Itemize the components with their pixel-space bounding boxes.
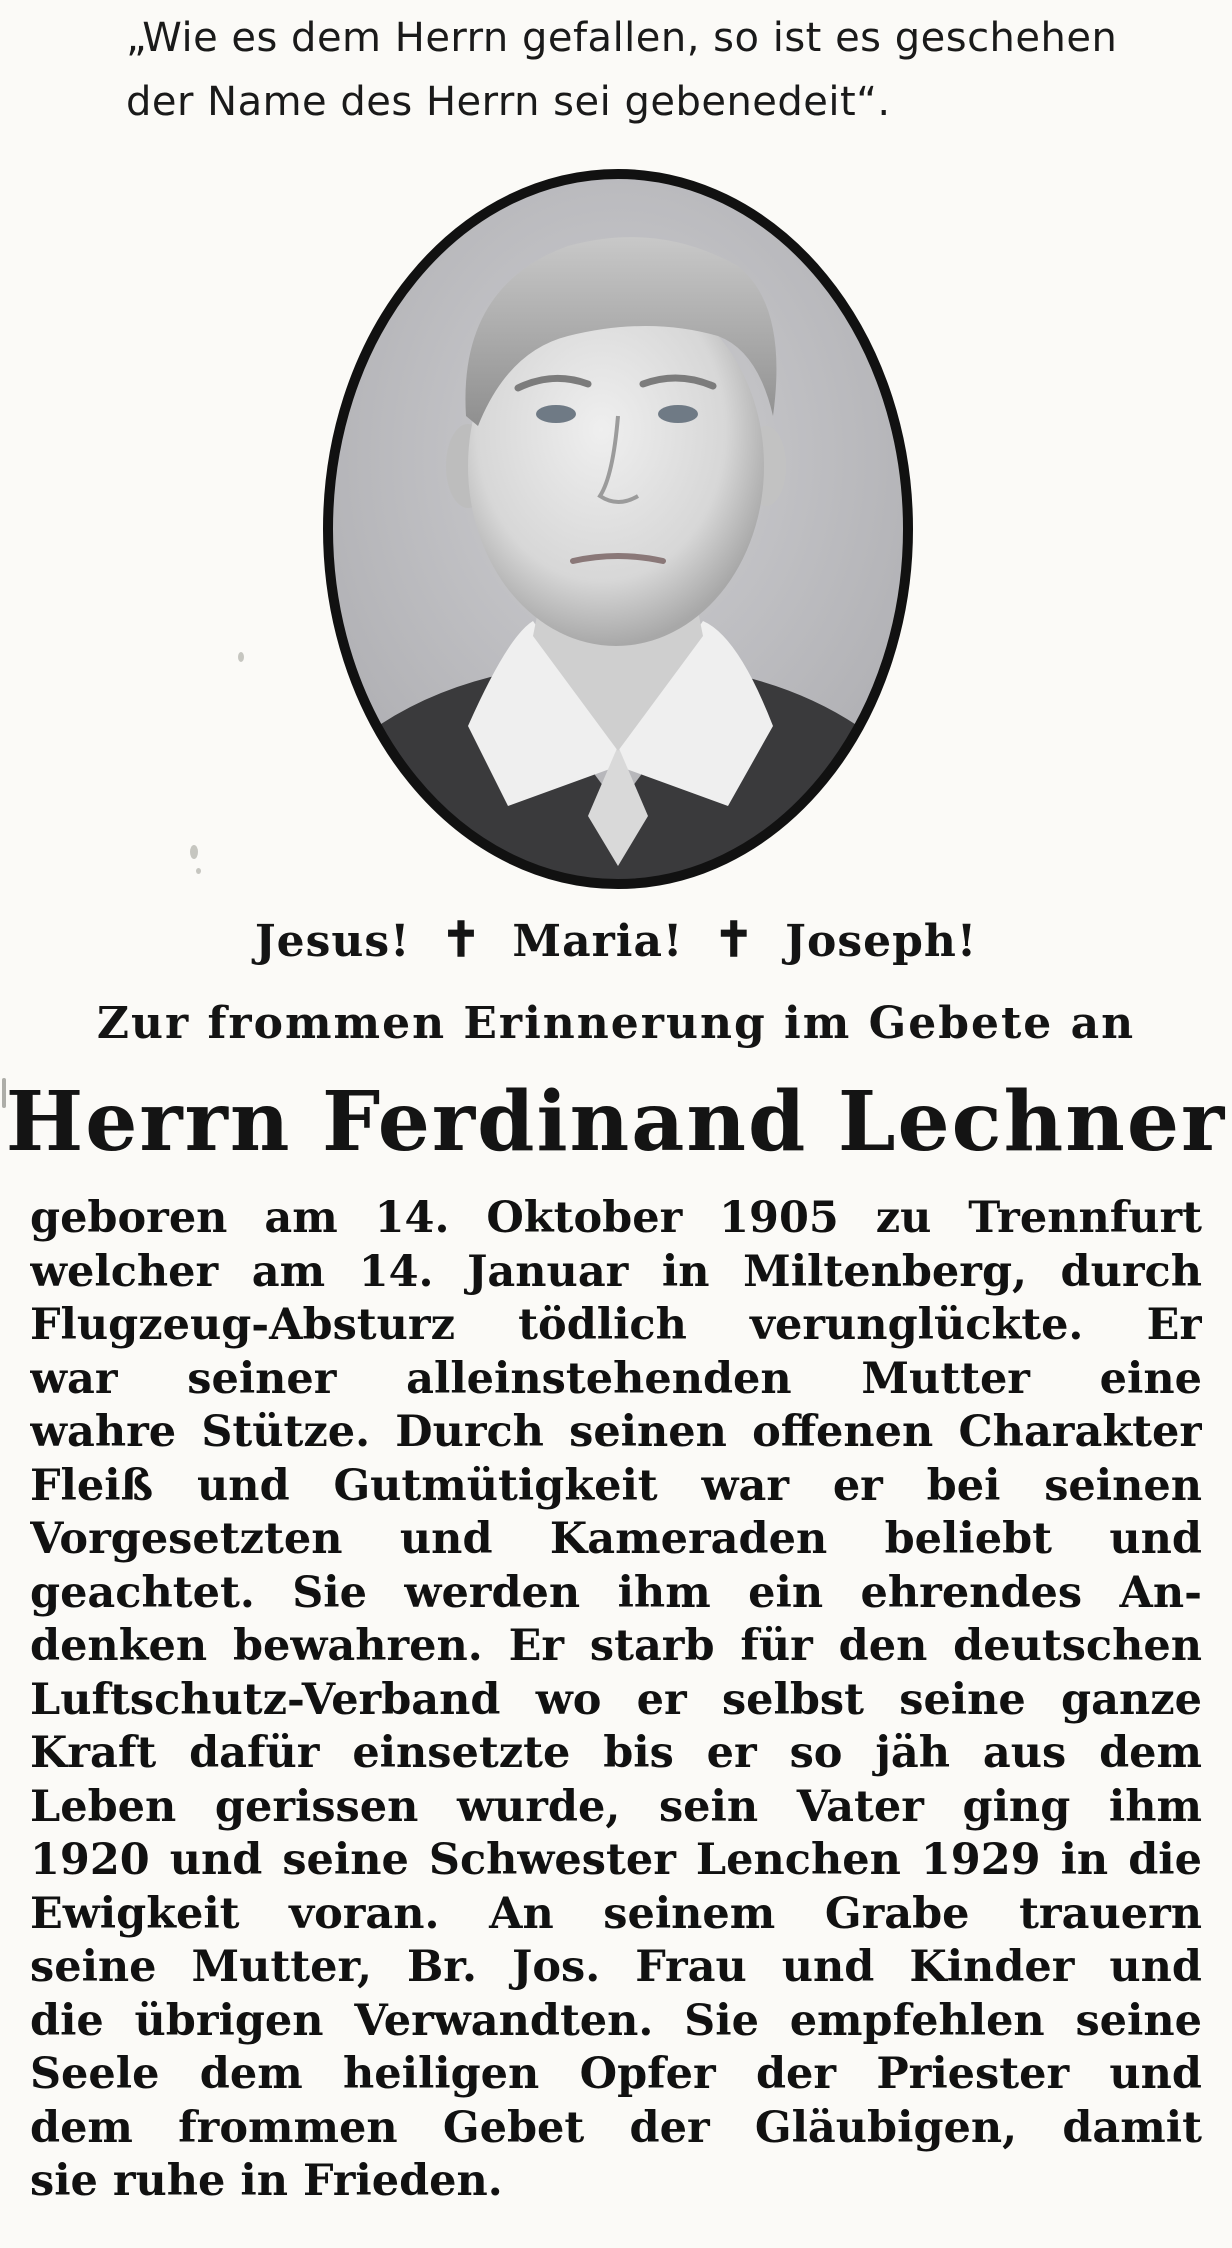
cross-icon: ✝ — [713, 912, 755, 968]
quote-line-1: „Wie es dem Herrn gefallen, so ist es geschehen — [126, 15, 1118, 61]
invocation-maria: Maria! — [512, 916, 684, 967]
dedication-line: Zur frommen Erinnerung im Gebete an — [96, 998, 1136, 1049]
obituary-line: Kraft dafür einsetzte bis er so jäh aus dem — [30, 1728, 1202, 1778]
paper-speck — [190, 845, 198, 859]
obituary-line: Luftschutz-Verband wo er selbst seine ganze — [30, 1674, 1202, 1725]
obituary-line: Fleiß und Gutmütigkeit war er bei seinen — [30, 1460, 1202, 1511]
obituary-line: denken bewahren. Er starb für den deutschen — [30, 1621, 1202, 1671]
obituary-text — [30, 1192, 1202, 2209]
portrait-photo — [318, 166, 918, 892]
paper-speck — [238, 652, 244, 662]
deceased-name: Herrn Ferdinand Lechner — [5, 1074, 1227, 1170]
invocation-jesus: Jesus! — [254, 916, 411, 967]
obituary-line: welcher am 14. Januar in Miltenberg, durch — [30, 1246, 1202, 1297]
obituary-line: geboren am 14. Oktober 1905 zu Trennfurt — [30, 1193, 1202, 1243]
invocation-line — [0, 910, 1232, 972]
portrait-illustration — [318, 166, 918, 892]
cross-icon: ✝ — [440, 912, 483, 968]
obituary-line: war seiner alleinstehenden Mutter eine — [30, 1353, 1202, 1404]
obituary-line: Seele dem heiligen Opfer der Priester und — [30, 2049, 1202, 2099]
obituary-line: Vorgesetzten und Kameraden beliebt und — [30, 1514, 1202, 1564]
obituary-line: geachtet. Sie werden ihm ein ehrendes An- — [30, 1567, 1202, 1618]
paper-speck — [196, 868, 201, 874]
obituary-line: dem frommen Gebet der Gläubigen, damit — [30, 2102, 1202, 2153]
obituary-line: wahre Stütze. Durch seinen offenen Charakter — [30, 1407, 1202, 1457]
obituary-line: Leben gerissen wurde, sein Vater ging ihm — [30, 1781, 1202, 1832]
obituary-line: Flugzeug-Absturz tödlich verunglückte. Er — [30, 1300, 1202, 1350]
obituary-line: seine Mutter, Br. Jos. Frau und Kinder und — [30, 1942, 1202, 1992]
obituary-line: 1920 und seine Schwester Lenchen 1929 in die — [30, 1835, 1202, 1885]
obituary-line: Ewigkeit voran. An seinem Grabe trauern — [30, 1888, 1202, 1939]
invocation-joseph: Joseph! — [785, 916, 978, 967]
quote-line-2: der Name des Herrn sei gebenedeit“. — [126, 79, 891, 125]
scripture-quote — [126, 6, 1216, 134]
obituary-line: die übrigen Verwandten. Sie empfehlen seine — [30, 1995, 1202, 2046]
obituary-line: sie ruhe in Frieden. — [30, 2156, 503, 2206]
